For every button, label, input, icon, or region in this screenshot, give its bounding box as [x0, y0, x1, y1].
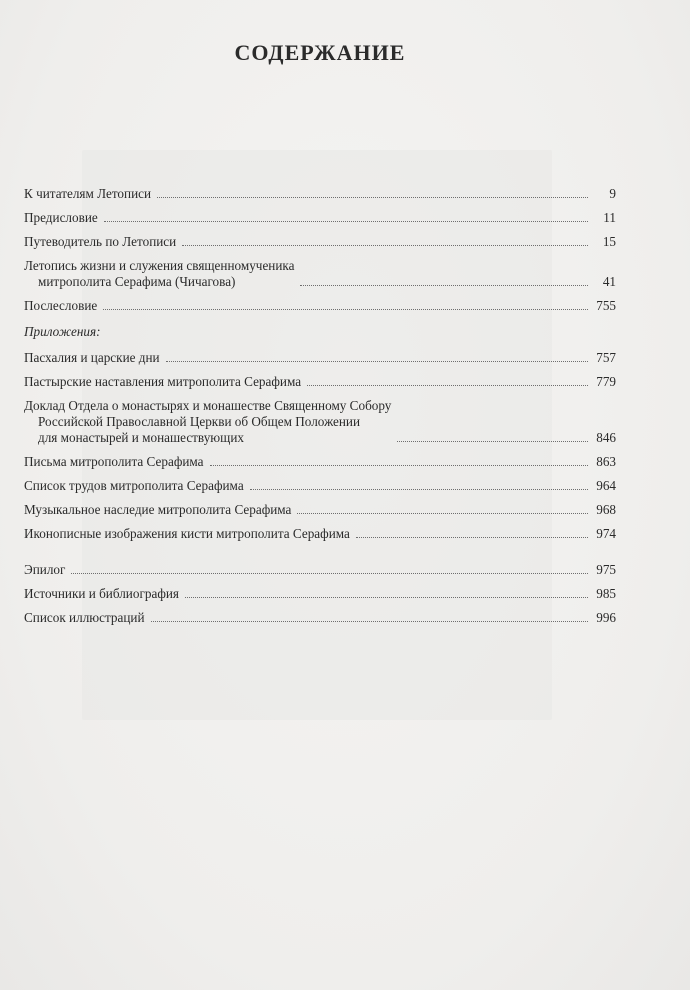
- toc-entry-icons: [24, 526, 616, 542]
- toc-page-number: 757: [596, 350, 616, 365]
- toc-entry-works: [24, 478, 616, 494]
- toc-entry-epilogue: [24, 562, 616, 578]
- toc-entry-sources: [24, 586, 616, 602]
- toc-page-number: 985: [596, 586, 616, 601]
- toc-entry-title: Письма митрополита Серафима: [24, 454, 204, 469]
- section-gap: [24, 550, 616, 562]
- toc-entry-title: Послесловие: [24, 298, 98, 313]
- dot-leader: [104, 221, 588, 222]
- toc-entry-line: Доклад Отдела о монастырях и монашестве Священному Собору: [24, 398, 392, 413]
- dot-leader: [182, 245, 588, 246]
- dot-leader: [307, 385, 588, 386]
- toc-page-number: 863: [596, 454, 616, 469]
- toc-page-number: 975: [596, 562, 616, 577]
- toc-entry-title: Предисловие: [24, 210, 98, 225]
- toc-entry-line: Российской Православной Церкви об Общем Положении: [38, 414, 361, 429]
- toc-page-number: 755: [596, 298, 616, 313]
- toc-page-number: 974: [596, 526, 616, 541]
- toc-entry-title: Список иллюстраций: [24, 610, 145, 625]
- dot-leader: [151, 621, 588, 622]
- toc-entry-title: Музыкальное наследие митрополита Серафима: [24, 502, 292, 517]
- toc-entry-title: [24, 398, 391, 446]
- toc-entry-illustrations: [24, 610, 616, 626]
- toc-entry-title: К читателям Летописи: [24, 186, 152, 201]
- toc-entry-title: Пасхалия и царские дни: [24, 350, 160, 365]
- toc-entry-chronicle: [24, 258, 616, 290]
- toc-entry-guide: [24, 234, 616, 250]
- toc-entry-report: [24, 398, 616, 446]
- dot-leader: [300, 285, 588, 286]
- toc-entry-paschalia: [24, 350, 616, 366]
- toc-entry-title: Пастырские наставления митрополита Серафима: [24, 374, 302, 389]
- dot-leader: [250, 489, 588, 490]
- page-title: СОДЕРЖАНИЕ: [234, 40, 406, 65]
- dot-leader: [210, 465, 588, 466]
- toc-entry-preface: [24, 210, 616, 226]
- toc-page-number: 41: [602, 274, 616, 289]
- dot-leader: [103, 309, 588, 310]
- dot-leader: [185, 597, 588, 598]
- toc-entry-title: Эпилог: [24, 562, 66, 577]
- dot-leader: [397, 441, 588, 442]
- toc-entry-title: Список трудов митрополита Серафима: [24, 478, 244, 493]
- toc-entry-line: Летопись жизни и служения священномученика: [24, 258, 295, 273]
- dot-leader: [157, 197, 588, 198]
- dot-leader: [166, 361, 588, 362]
- toc-entry-title: Путеводитель по Летописи: [24, 234, 177, 249]
- toc-page-number: 779: [596, 374, 616, 389]
- toc-entry-title: Иконописные изображения кисти митрополита Серафима: [24, 526, 350, 541]
- toc-entry-title: Источники и библиография: [24, 586, 179, 601]
- toc-page-number: 9: [609, 186, 616, 201]
- toc-entry-line: для монастырей и монашествующих: [38, 430, 244, 445]
- toc-entry-afterword: [24, 298, 616, 314]
- toc-page-number: 968: [596, 502, 616, 517]
- toc-entry-music: [24, 502, 616, 518]
- appendix-label: Приложения:: [24, 324, 101, 339]
- dot-leader: [297, 513, 588, 514]
- toc-entry-to-readers: [24, 186, 616, 202]
- toc-entry-letters: [24, 454, 616, 470]
- toc-page-number: 964: [596, 478, 616, 493]
- table-of-contents: [24, 186, 616, 634]
- toc-entry-line: митрополита Серафима (Чичагова): [38, 274, 236, 289]
- toc-page-number: 11: [603, 210, 616, 225]
- toc-page-number: 15: [602, 234, 616, 249]
- toc-page-number: 846: [596, 430, 616, 445]
- toc-entry-title: [24, 258, 294, 290]
- dot-leader: [71, 573, 588, 574]
- toc-page-number: 996: [596, 610, 616, 625]
- dot-leader: [356, 537, 588, 538]
- toc-entry-pastoral: [24, 374, 616, 390]
